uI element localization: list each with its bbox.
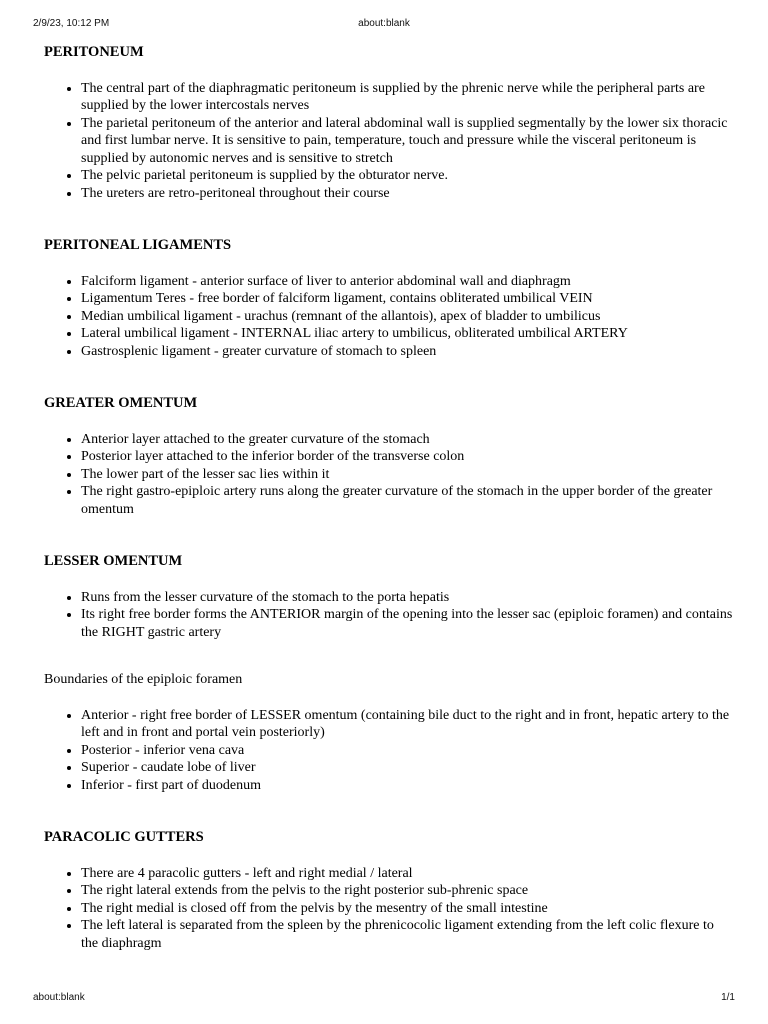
list-item: • Runs from the lesser curvature of the stomach to the porta hepatis	[81, 589, 734, 607]
section-lesser-omentum	[44, 553, 734, 641]
list-item: • Inferior - first part of duodenum	[81, 777, 734, 795]
list-item: • The lower part of the lesser sac lies within it	[81, 466, 734, 484]
list-item: • Median umbilical ligament - urachus (remnant of the allantois), apex of bladder to umbilicus	[81, 308, 734, 326]
document-body	[44, 44, 734, 987]
list-item: • The right gastro-epiploic artery runs along the greater curvature of the stomach in the upper border of the greater omentum	[81, 483, 734, 518]
list-item: • Posterior - inferior vena cava	[81, 742, 734, 760]
section-heading: PARACOLIC GUTTERS	[44, 829, 204, 845]
list-item: • Falciform ligament - anterior surface of liver to anterior abdominal wall and diaphragm	[81, 273, 734, 291]
section-greater-omentum	[44, 395, 734, 518]
section-peritoneum	[44, 44, 734, 202]
list-item: • Lateral umbilical ligament - INTERNAL iliac artery to umbilicus, obliterated umbilical ARTERY	[81, 325, 734, 343]
page-number: 1/1	[721, 992, 735, 1003]
section-paracolic-gutters	[44, 829, 734, 952]
list-item: • Posterior layer attached to the inferior border of the transverse colon	[81, 448, 734, 466]
list-item: • The left lateral is separated from the spleen by the phrenicocolic ligament extending from the left colic flexure to the diaphragm	[81, 917, 734, 952]
print-url: about:blank	[33, 992, 85, 1003]
print-datetime: 2/9/23, 10:12 PM	[33, 18, 110, 29]
list-item: • Superior - caudate lobe of liver	[81, 759, 734, 777]
list-item: • Its right free border forms the ANTERIOR margin of the opening into the lesser sac (epiploic foramen) and contains the RIGHT gastric artery	[81, 606, 734, 641]
bullet-list	[44, 865, 734, 953]
list-item: • The central part of the diaphragmatic peritoneum is supplied by the phrenic nerve while the peripheral parts are supplied by the lower intercostals nerves	[81, 80, 734, 115]
list-item: • There are 4 paracolic gutters - left and right medial / lateral	[81, 865, 734, 883]
section-heading: GREATER OMENTUM	[44, 395, 198, 411]
section-heading: PERITONEUM	[44, 44, 144, 60]
bullet-list	[44, 589, 734, 642]
section-heading: Boundaries of the epiploic foramen	[44, 672, 243, 687]
list-item: • The right medial is closed off from the pelvis by the mesentry of the small intestine	[81, 900, 734, 918]
list-item: • Anterior layer attached to the greater curvature of the stomach	[81, 431, 734, 449]
list-item: • The parietal peritoneum of the anterior and lateral abdominal wall is supplied segmentally by the lower six thoracic and first lumbar nerve. It is sensitive to pain, temperature, touch and pressure while the visceral peritoneum is supplied by autonomic nerves and is sensitive to stretch	[81, 115, 734, 168]
list-item: • Gastrosplenic ligament - greater curvature of stomach to spleen	[81, 343, 734, 361]
section-epiploic-foramen	[44, 671, 734, 794]
list-item: • The right lateral extends from the pelvis to the right posterior sub-phrenic space	[81, 882, 734, 900]
list-item: • Anterior - right free border of LESSER omentum (containing bile duct to the right and in front, hepatic artery to the left and in front and portal vein posteriorly)	[81, 707, 734, 742]
bullet-list	[44, 273, 734, 361]
section-heading: PERITONEAL LIGAMENTS	[44, 237, 232, 253]
list-item: • The pelvic parietal peritoneum is supplied by the obturator nerve.	[81, 167, 734, 185]
list-item: • The ureters are retro-peritoneal throughout their course	[81, 185, 734, 203]
section-peritoneal-ligaments	[44, 237, 734, 360]
bullet-list	[44, 80, 734, 203]
list-item: • Ligamentum Teres - free border of falciform ligament, contains obliterated umbilical VEIN	[81, 290, 734, 308]
section-heading: LESSER OMENTUM	[44, 553, 183, 569]
print-title: about:blank	[358, 18, 410, 29]
bullet-list	[44, 431, 734, 519]
bullet-list	[44, 707, 734, 795]
